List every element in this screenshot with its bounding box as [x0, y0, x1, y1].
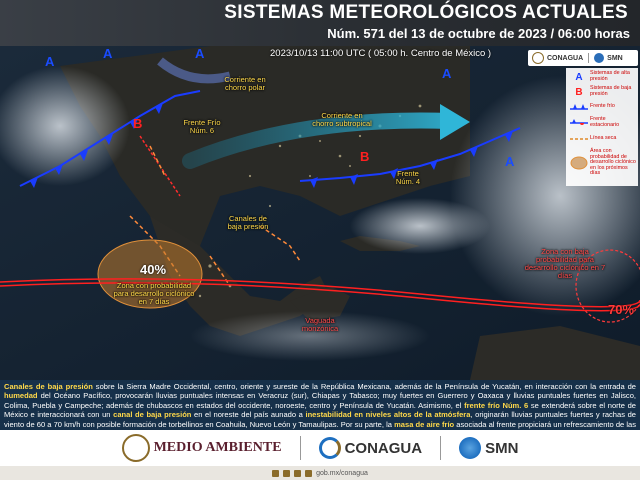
description-panel — [0, 380, 640, 430]
highlight-humidity: humedad — [4, 391, 38, 401]
weather-map — [0, 46, 640, 380]
description-segment: del Océano Pacífico, provocarán lluvias puntuales intensas en Veracruz (sur), Chiapas y Tabasco; muy fuertes en Guerrero y Oaxaca y lluvias puntuales fuertes en Jalisco, Colima, Puebla y Campeche; además de chubascos en estados del occidente, noroeste, centro y Península de Yucatán. Asimismo, el — [4, 391, 636, 410]
label-cyclone-zone-pacific: Zona con probabilidad para desarrollo ciclónico en 7 días — [113, 281, 195, 306]
legend-item-cold-front — [568, 100, 636, 114]
legend-high-icon: A — [575, 71, 583, 83]
twitter-icon[interactable] — [283, 470, 290, 477]
header-bar — [0, 0, 640, 46]
page-title: SISTEMAS METEOROLÓGICOS ACTUALES — [224, 2, 628, 23]
highlight-instability: inestabilidad en niveles altos de la atmósfera — [305, 410, 471, 420]
small-logo-divider — [588, 53, 589, 63]
small-logo-bar — [528, 50, 638, 66]
medio-ambiente-label: MEDIO AMBIENTE — [153, 440, 282, 455]
smn-logo — [459, 437, 518, 459]
youtube-icon[interactable] — [294, 470, 301, 477]
legend-item-label: Sistemas de alta presión — [590, 70, 630, 82]
high-pressure-symbol: A — [45, 54, 55, 69]
label-monsoon-trough: Vaguada monzónica — [301, 316, 339, 333]
description-segment: en el noreste del país aunado a — [191, 410, 306, 420]
smn-small-icon — [594, 53, 604, 63]
legend-item-high — [568, 70, 636, 84]
highlight-low-channel: canal de baja presión — [113, 410, 192, 420]
high-pressure-symbol: A — [103, 46, 113, 61]
cloud-gulf — [350, 198, 490, 254]
high-pressure-symbol: A — [505, 154, 515, 169]
dryline-icon — [568, 133, 590, 145]
highlight-cold-front: frente frío Núm. 6 — [464, 400, 529, 410]
smn-icon — [459, 437, 481, 459]
footer-logos — [0, 432, 640, 464]
label-low-pressure-channels: Canales de baja presión — [227, 214, 269, 231]
highlight-low-pressure: Canales de baja presión — [4, 382, 93, 391]
medio-ambiente-logo — [122, 434, 282, 462]
conagua-small-label: CONAGUA — [547, 54, 584, 62]
low-pressure-symbol: B — [360, 149, 370, 164]
legend-item-label: Frente estacionario — [590, 116, 620, 128]
website-link[interactable]: gob.mx/conagua — [316, 469, 368, 477]
description-segment: , originarán lluvias puntuales fuertes y rachas de viento de 60 a 70 km/h con posible formación de torbellinos en Coahuila, Nuevo León y Tamaulipas. Por su parte, la — [4, 410, 636, 429]
cyclone-zone-icon — [568, 157, 590, 169]
footer-divider — [300, 436, 301, 460]
stationary-front-icon — [568, 117, 590, 129]
pct-atlantic: 70% — [608, 302, 635, 317]
page-subtitle: Núm. 571 del 13 de octubre de 2023 / 06:00 horas — [327, 26, 630, 41]
legend-item-stationary-front — [568, 116, 636, 130]
legend-item-low — [568, 85, 636, 99]
legend-low-icon: B — [575, 86, 583, 98]
footer — [0, 430, 640, 480]
map-timestamp: 2023/10/13 11:00 UTC ( 05:00 h. Centro de México ) — [270, 48, 492, 59]
legend-item-label: Área con probabilidad de desarrollo ciclónico en los próximos días — [590, 148, 636, 177]
smn-label: SMN — [485, 439, 519, 457]
highlight-cold-air: masa de aire frío — [394, 419, 455, 429]
high-pressure-symbol: A — [442, 66, 452, 81]
instagram-icon[interactable] — [305, 470, 312, 477]
high-pressure-symbol: A — [195, 46, 205, 61]
conagua-small-icon — [532, 52, 544, 64]
legend-item-label: Sistemas de baja presión — [590, 85, 632, 97]
mexico-seal-icon — [122, 434, 150, 462]
legend-item-label: Línea seca — [590, 135, 617, 142]
conagua-label: CONAGUA — [344, 439, 423, 457]
pct-pacific: 40% — [140, 262, 167, 277]
label-polar-jet: Corriente en chorro polar — [224, 75, 266, 92]
description-segment: se extenderá sobre el norte de México e interaccionará con un — [4, 400, 636, 420]
legend-item-label: Frente frío — [590, 103, 615, 110]
description-segment: asociada al frente propiciará un refrescamiento de las — [456, 419, 636, 429]
conagua-logo — [319, 437, 423, 459]
label-front-4: Frente Núm. 4 — [395, 169, 421, 186]
label-subtropical-jet: Corriente en chorro subtropical — [312, 111, 372, 128]
legend-item-cyclone-zone — [568, 148, 636, 178]
label-cyclone-zone-atlantic: Zona con baja probabilidad para desarrollo ciclónico en 7 días — [524, 247, 606, 280]
cold-front-icon — [568, 101, 590, 113]
description-segment: sobre la Sierra Madre Occidental, centro, oriente y sureste de la República Mexicana, además de la Península de Yucatán, en interacción con la entrada de — [92, 382, 636, 391]
conagua-icon — [319, 437, 341, 459]
label-cold-front-6: Frente Frío Núm. 6 — [183, 118, 221, 135]
legend-item-dryline — [568, 132, 636, 146]
map-legend — [566, 68, 638, 186]
facebook-icon[interactable] — [272, 470, 279, 477]
low-pressure-symbol: B — [133, 116, 143, 131]
smn-small-label: SMN — [607, 54, 623, 62]
social-bar — [0, 466, 640, 480]
footer-divider — [440, 436, 441, 460]
